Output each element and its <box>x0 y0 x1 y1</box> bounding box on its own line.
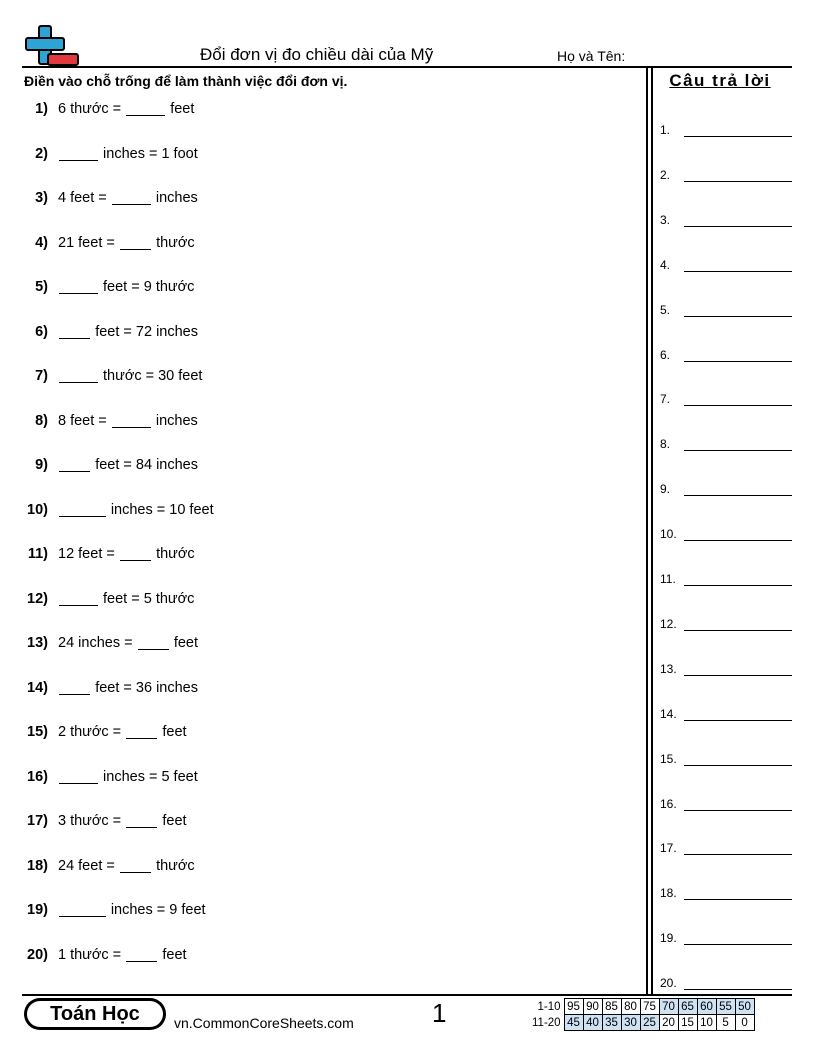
score-cell: 45 <box>564 1015 583 1031</box>
score-cell: 75 <box>640 999 659 1015</box>
answer-number: 20. <box>660 976 677 991</box>
score-table <box>530 998 755 1031</box>
page-title: Đổi đơn vị đo chiều dài của Mỹ <box>200 45 434 64</box>
answer-line <box>684 226 792 227</box>
answer-row <box>660 348 792 364</box>
fill-in-blank <box>59 902 106 917</box>
problem-number: 16) <box>27 768 48 785</box>
answer-row <box>660 931 792 947</box>
score-cell: 10 <box>697 1015 716 1031</box>
fill-in-blank <box>126 947 157 962</box>
problem-text: 24 feet = thước <box>58 857 195 874</box>
answer-line <box>684 899 792 900</box>
problem-text: 4 feet = inches <box>58 190 198 206</box>
problem-text: 3 thước = feet <box>58 813 187 829</box>
fill-in-blank <box>126 813 157 828</box>
answer-row <box>660 841 792 857</box>
problem-number: 5) <box>35 279 48 295</box>
answer-row <box>660 572 792 588</box>
problem-number: 19) <box>27 902 48 918</box>
problem-text: feet = 9 thước <box>58 279 194 295</box>
score-cell: 5 <box>716 1015 735 1031</box>
fill-in-blank <box>59 324 90 339</box>
column-divider-right <box>651 67 653 995</box>
problem-text: 1 thước = feet <box>58 946 187 963</box>
answer-number: 1. <box>660 123 671 137</box>
answer-row <box>660 258 792 274</box>
score-cell: 30 <box>621 1015 640 1031</box>
answer-row <box>660 392 792 408</box>
problem-text: 6 thước = feet <box>58 101 195 117</box>
answer-number: 19. <box>660 931 677 946</box>
answer-number: 9. <box>660 482 671 497</box>
score-row-label: 11-20 <box>532 1016 561 1029</box>
answer-row <box>660 482 792 498</box>
problem-text: 21 feet = thước <box>58 234 195 251</box>
problem-text: feet = 84 inches <box>58 457 198 473</box>
answer-number: 8. <box>660 437 671 452</box>
fill-in-blank <box>59 680 90 695</box>
answer-number: 6. <box>660 347 671 362</box>
problem-number: 3) <box>35 190 48 206</box>
score-cell: 85 <box>602 999 621 1015</box>
problem-number: 13) <box>27 635 48 651</box>
answer-line <box>684 540 792 541</box>
answer-number: 13. <box>660 661 677 676</box>
problem-text: feet = 5 thước <box>58 591 194 607</box>
answer-number: 16. <box>660 796 677 811</box>
problem-text: feet = 36 inches <box>58 680 198 696</box>
fill-in-blank <box>126 101 165 116</box>
fill-in-blank <box>59 146 98 161</box>
problem-number: 8) <box>35 412 48 429</box>
answers-heading: Câu trả lời <box>669 71 771 90</box>
answer-number: 2. <box>660 167 671 182</box>
score-cell: 15 <box>678 1015 697 1031</box>
answer-number: 5. <box>660 302 671 317</box>
instructions: Điền vào chỗ trống để làm thành việc đổi đơn vị. <box>24 73 348 89</box>
problem-number: 15) <box>27 724 48 740</box>
problem-number: 1) <box>35 101 48 117</box>
fill-in-blank <box>59 591 98 606</box>
fill-in-blank <box>59 279 98 294</box>
problem-number: 17) <box>27 813 48 829</box>
answer-row <box>660 617 792 633</box>
answer-line <box>684 405 792 406</box>
page-number: 1 <box>432 998 447 1028</box>
fill-in-blank <box>112 190 151 205</box>
score-cell: 80 <box>621 999 640 1015</box>
score-cell: 50 <box>735 999 754 1015</box>
answer-number: 18. <box>660 886 677 901</box>
fill-in-blank <box>120 235 151 250</box>
answer-line <box>684 989 792 990</box>
answer-row <box>660 662 792 678</box>
fill-in-blank <box>59 769 98 784</box>
answer-line <box>684 136 792 137</box>
answer-row <box>660 707 792 723</box>
name-field-label: Họ và Tên: <box>557 48 626 64</box>
problem-text: feet = 72 inches <box>58 324 198 340</box>
answer-number: 14. <box>660 706 677 721</box>
answer-line <box>684 765 792 766</box>
score-cell: 70 <box>659 999 678 1015</box>
fill-in-blank <box>120 546 151 561</box>
answer-row <box>660 213 792 229</box>
score-cell: 25 <box>640 1015 659 1031</box>
problem-text: inches = 5 feet <box>58 769 198 785</box>
fill-in-blank <box>59 368 98 383</box>
score-cell: 55 <box>716 999 735 1015</box>
answer-number: 4. <box>660 257 671 272</box>
answer-line <box>684 585 792 586</box>
score-row-label: 1-10 <box>537 1000 561 1013</box>
answer-row <box>660 168 792 184</box>
problem-text: 12 feet = thước <box>58 546 195 562</box>
problem-number: 12) <box>27 590 48 607</box>
fill-in-blank <box>59 457 90 472</box>
site-url: vn.CommonCoreSheets.com <box>174 1015 354 1031</box>
answer-number: 10. <box>660 527 677 542</box>
problem-text: inches = 10 feet <box>58 502 214 518</box>
answer-line <box>684 271 792 272</box>
header-divider <box>22 66 792 68</box>
problem-number: 6) <box>35 323 48 340</box>
answer-number: 11. <box>660 572 676 586</box>
answer-line <box>684 944 792 945</box>
score-row <box>530 999 754 1015</box>
answer-line <box>684 810 792 811</box>
problem-text: 24 inches = feet <box>58 635 199 651</box>
problem-number: 2) <box>35 145 48 162</box>
answer-number: 12. <box>660 616 677 631</box>
fill-in-blank <box>120 858 151 873</box>
problem-number: 4) <box>35 234 48 251</box>
problem-text: inches = 1 foot <box>58 146 198 162</box>
answer-number: 15. <box>660 751 677 766</box>
fill-in-blank <box>138 635 169 650</box>
plus-minus-logo-icon <box>24 24 80 68</box>
problem-text: thước = 30 feet <box>58 368 202 384</box>
score-cell: 20 <box>659 1015 678 1031</box>
fill-in-blank <box>59 502 106 517</box>
problem-number: 14) <box>27 679 48 696</box>
problem-number: 10) <box>27 501 48 518</box>
problem-text: 8 feet = inches <box>58 412 198 429</box>
answer-line <box>684 361 792 362</box>
answer-line <box>684 854 792 855</box>
answer-line <box>684 675 792 676</box>
score-cell: 60 <box>697 999 716 1015</box>
problem-text: 2 thước = feet <box>58 724 187 740</box>
answer-row <box>660 437 792 453</box>
answer-row <box>660 797 792 813</box>
fill-in-blank <box>126 724 157 739</box>
brand-label: Toán Học <box>27 1001 163 1027</box>
score-cell: 65 <box>678 999 697 1015</box>
problem-text: inches = 9 feet <box>58 902 206 918</box>
answer-row <box>660 527 792 543</box>
answer-row <box>660 886 792 902</box>
score-cell: 95 <box>564 999 583 1015</box>
answer-number: 3. <box>660 212 671 227</box>
score-row <box>530 1015 754 1031</box>
problem-number: 20) <box>27 946 48 963</box>
answer-line <box>684 720 792 721</box>
answer-line <box>684 316 792 317</box>
score-cell: 90 <box>583 999 602 1015</box>
answer-row <box>660 123 792 139</box>
answer-line <box>684 630 792 631</box>
problem-number: 18) <box>27 857 48 874</box>
problem-number: 11) <box>27 546 48 562</box>
answer-line <box>684 181 792 182</box>
footer-divider <box>22 994 792 996</box>
column-divider-left <box>646 67 648 995</box>
brand-badge <box>24 998 166 1030</box>
answer-row <box>660 976 792 992</box>
answer-row <box>660 752 792 768</box>
answer-number: 7. <box>660 392 671 407</box>
problem-number: 7) <box>35 368 48 384</box>
score-cell: 35 <box>602 1015 621 1031</box>
answer-line <box>684 495 792 496</box>
score-cell: 0 <box>735 1015 754 1031</box>
fill-in-blank <box>112 413 151 428</box>
answer-number: 17. <box>660 841 677 856</box>
score-cell: 40 <box>583 1015 602 1031</box>
problem-number: 9) <box>35 457 48 473</box>
answer-line <box>684 450 792 451</box>
answer-row <box>660 303 792 319</box>
